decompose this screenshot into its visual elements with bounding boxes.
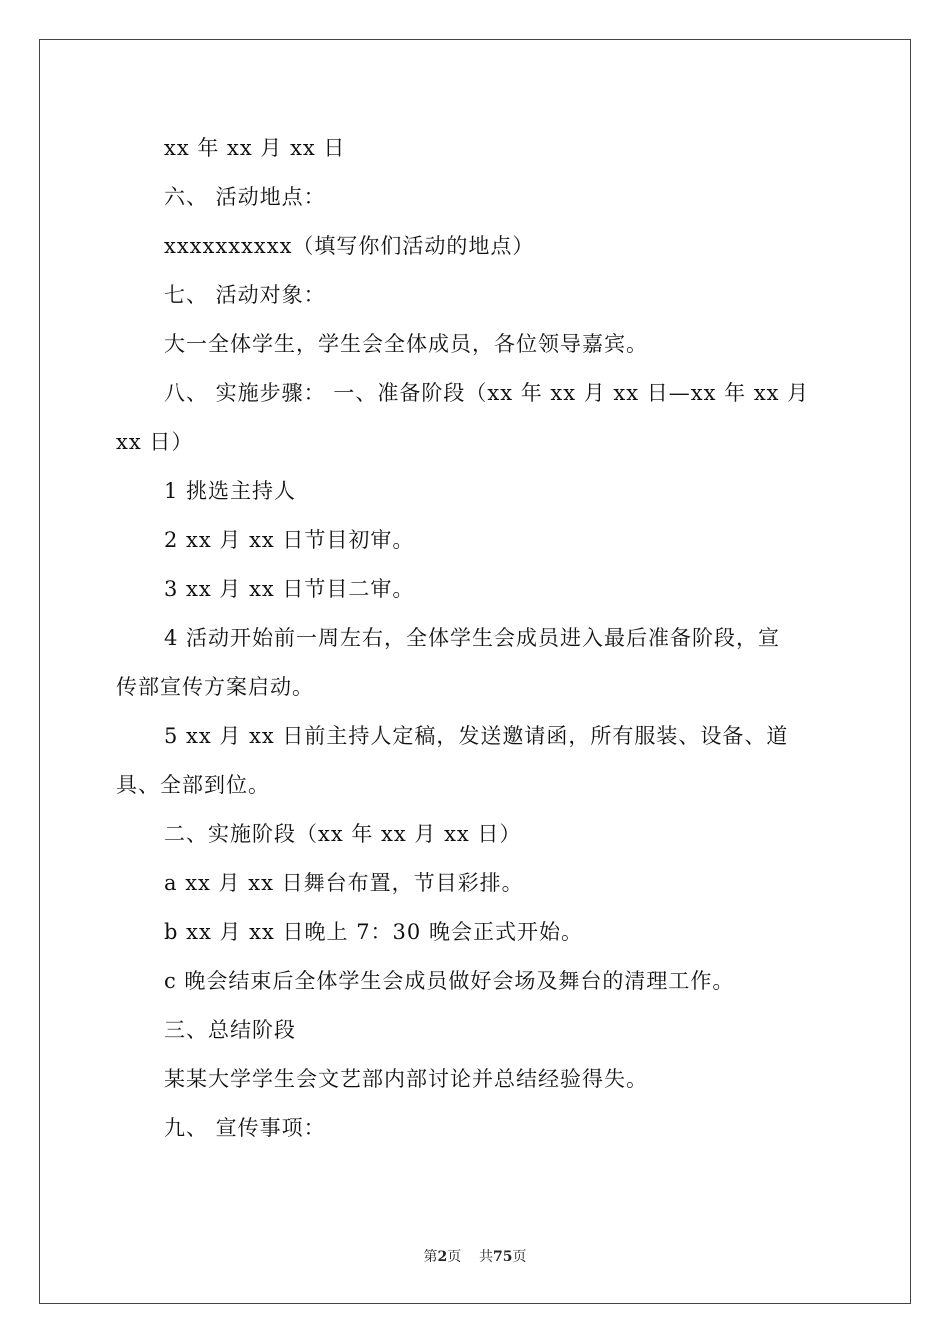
phase-heading-summary: 三、总结阶段 [164,1018,296,1042]
paragraph-continuation: 具、全部到位。 [116,773,270,797]
paragraph-continuation: xx 日） [116,430,194,454]
section-heading-steps: 八、 实施步骤： 一、准备阶段（xx 年 xx 月 xx 日—xx 年 xx 月 [164,381,810,405]
step-item: c 晚会结束后全体学生会成员做好会场及舞台的清理工作。 [164,969,735,993]
step-item: b xx 月 xx 日晚上 7：30 晚会正式开始。 [164,920,583,944]
page-suffix: 页 [447,1249,462,1265]
page-number: 2 [437,1249,448,1265]
summary-text: 某某大学学生会文艺部内部讨论并总结经验得失。 [164,1067,648,1091]
venue-text: xxxxxxxxxx（填写你们活动的地点） [164,234,535,258]
date-line: xx 年 xx 月 xx 日 [164,136,346,160]
step-item: a xx 月 xx 日舞台布置，节目彩排。 [164,871,524,895]
total-suffix: 页 [512,1249,527,1265]
step-item: 5 xx 月 xx 日前主持人定稿，发送邀请函，所有服装、设备、道 [164,724,789,748]
section-heading-venue: 六、 活动地点： [164,185,326,209]
page-footer [0,1246,950,1266]
section-heading-publicity: 九、 宣传事项： [164,1116,326,1140]
phase-heading-implementation: 二、实施阶段（xx 年 xx 月 xx 日） [164,822,522,846]
section-heading-audience: 七、 活动对象： [164,283,326,307]
document-body [116,124,836,1153]
total-prefix: 共 [479,1249,494,1265]
page-prefix: 第 [423,1249,438,1265]
step-item: 3 xx 月 xx 日节目二审。 [164,577,415,601]
paragraph-continuation: 传部宣传方案启动。 [116,675,314,699]
step-item: 4 活动开始前一周左右，全体学生会成员进入最后准备阶段，宣 [164,626,781,650]
step-item: 2 xx 月 xx 日节目初审。 [164,528,415,552]
audience-text: 大一全体学生，学生会全体成员，各位领导嘉宾。 [164,332,648,356]
total-pages: 75 [493,1249,513,1265]
step-item: 1 挑选主持人 [164,479,297,503]
